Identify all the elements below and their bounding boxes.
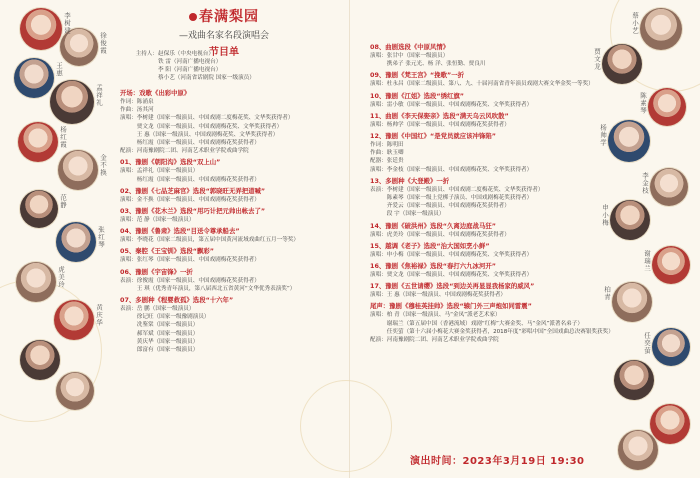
program-item-title: 01、豫剧《朝阳沟》选段“双上山”: [120, 158, 221, 167]
program-item-credit: 杨红霞（国家一级演员、中国戏剧梅花奖获得者）: [120, 176, 260, 183]
program-item-title: 03、豫剧《花木兰》选段“用巧计把元帅出帐去了”: [120, 207, 266, 216]
performer-portrait: [56, 372, 94, 410]
program-item-title: 06、豫剧《宇宙锋》一折: [120, 267, 193, 276]
program-item-credit: 陈素琴（国家一级上党梆子演员、中国戏剧梅花奖获得者）: [370, 195, 533, 202]
program-item-credit: 演唱：申小梅（国家一级演员、中国戏剧梅花奖、文华奖获得者）: [370, 251, 533, 258]
performer-portrait: [608, 120, 650, 162]
performer-name-label: 杨红霞: [59, 126, 67, 149]
program-item-credit: 演唱：范 静（国家一级演员）: [120, 217, 195, 224]
program-item-credit: 演唱：杜永昌（国家二级演员、第八、九、十届河南省青年演员戏剧大赛文华金奖一等奖）: [370, 81, 594, 88]
program-item-credit: 作词：陈明田: [370, 142, 404, 149]
program-item-credit: 齐爱云（国家一级演员、中国戏剧梅花奖获得者）: [370, 203, 510, 210]
program-item-title: 12、豫剧《中国红》“是党员就应该冲锋陷”: [370, 132, 496, 141]
performer-name-label: 陈素琴: [639, 92, 647, 115]
program-list-right: [370, 40, 622, 344]
performer-name-label: 张红琴: [97, 226, 105, 249]
performer-portrait: [610, 200, 650, 240]
program-item-credit: 表演：岳 鹏（国家一级演员）: [120, 306, 195, 313]
program-item-credit: 携弟子 张元光、杨 洋、张恒勤、贾良川: [370, 61, 486, 68]
performer-name-label: 李树建: [63, 12, 71, 35]
program-item-title: 15、越调《老子》选段“治大国如烹小鲜”: [370, 241, 490, 250]
program-item-credit: 贾文龙（国家一级演员、中国戏剧梅花奖、文华奖获得者）: [120, 123, 283, 130]
program-item-credit: 杨红霞（国家一级演员、中国戏剧梅花奖获得者）: [120, 140, 260, 147]
performer-portrait: [16, 262, 56, 302]
performer-name-label: 蔡小艺: [631, 12, 639, 35]
program-item-credit: 表演：李树建（国家一级演员、中国戏剧二度梅花奖、文华奖获得者）: [370, 186, 544, 193]
program-item-credit: 配器：张廷贵: [370, 158, 404, 165]
host-name: 李 阳（河南广播电视台）: [158, 67, 222, 73]
program-item-title: 10、豫剧《江姐》选段“绣红旗”: [370, 91, 464, 100]
performer-name-label: 杨帅学: [599, 124, 607, 147]
decorative-flourish: [300, 380, 392, 472]
program-item-credit: 演唱：柏 青（国家一级演员、马“金凤”派老艺术家）: [370, 312, 501, 319]
program-list-left: [120, 86, 345, 354]
performer-portrait: [652, 246, 690, 284]
event-subtitle: —戏曲名家名段演唱会: [178, 31, 269, 41]
performer-portrait: [650, 168, 688, 206]
performer-name-label: 黄庆华: [95, 304, 103, 327]
performer-portrait: [20, 340, 60, 380]
program-item-credit: 演唱：孟祥礼（国家一级演员）: [120, 168, 199, 175]
performer-name-label: 柏青: [603, 286, 611, 301]
program-item-credit: 演唱：张红琴（国家一级演员、中国戏剧梅花奖获得者）: [120, 257, 260, 264]
performer-portrait: [648, 88, 686, 126]
program-item-credit: 演唱：虎美玲（国家一级演员、中国戏剧梅花奖获得者）: [370, 231, 510, 238]
performer-name-label: 金不换: [99, 154, 107, 177]
host-name: 铁 雷（河南广播电视台）: [158, 59, 222, 65]
performer-portrait: [14, 58, 54, 98]
host-name: 蔡小艺（河南省话剧院 国家一级演员）: [158, 75, 255, 81]
program-item-credit: 郎富有（国家一级演员）: [120, 347, 199, 354]
program-item-title: 11、曲剧《李天保娶亲》选段“满天乌云风吹散”: [370, 111, 509, 120]
plum-blossom-icon: [189, 13, 197, 21]
performer-portrait: [20, 190, 58, 228]
performer-portrait: [602, 44, 642, 84]
performer-portrait: [56, 222, 96, 262]
program-item-credit: 配演：河南豫剧院二团、河南艺术职业学院戏曲学院: [370, 337, 499, 344]
program-item-credit: 郝军斌（国家一级演员）: [120, 330, 199, 337]
performer-portrait: [614, 360, 654, 400]
program-item-credit: 演唱：金不换（国家一级演员、中国戏剧梅花奖获得者）: [120, 196, 260, 203]
program-item-title: 14、豫剧《破洪州》选段“久离边庭战马狂”: [370, 221, 496, 230]
program-item-title: 13、多剧种《大登殿》一折: [370, 176, 450, 185]
program-item-credit: 演唱：李晓花（国家二级演员，第五届中国黄河流域戏曲红五月一等奖）: [120, 237, 300, 244]
program-item-credit: 配演：河南豫剧院二团、河南艺术职业学院戏曲学院: [120, 148, 249, 155]
hosts-label: 主持人：: [135, 51, 158, 57]
host-name: 赵保乐（中央电视台）: [158, 51, 214, 57]
program-item-credit: 演唱：杨帅学（国家一级演员、中国戏剧梅花奖获得者）: [370, 121, 510, 128]
performer-name-label: 徐俊霞: [99, 32, 107, 55]
program-item-credit: 演唱：李树建（国家一级演员、中国戏剧二度梅花奖、文华奖获得者）: [120, 115, 294, 122]
program-item-credit: 王 惠（国家一级演员、中国戏剧梅花奖、文华奖获得者）: [120, 131, 279, 138]
performer-name-label: 李金枝: [641, 172, 649, 195]
program-item-title: 05、秦腔《王宝钏》选段“飘彩”: [120, 247, 214, 256]
program-item-title: 02、豫剧《七品芝麻官》选段“郭晓旺无弄把道喊”: [120, 186, 266, 195]
program-item-credit: 谢瑞兰（第五届中国（香港流域）戏剧“红梅”大赛金奖、马“金风”派著名弟子）: [370, 320, 583, 327]
performer-name-label: 虎美玲: [57, 266, 65, 289]
performer-name-label: 谢瑞兰: [643, 250, 651, 273]
program-item-title: 开场：戏歌《出彩中原》: [120, 89, 191, 97]
program-item-credit: 演唱：李金枝（国家一级演员、中国戏剧梅花奖、文华奖获得者）: [370, 166, 533, 173]
program-item-title: 17、豫剧《五世请缨》选段“到边关再显显我杨家的威风”: [370, 282, 535, 291]
performer-portrait: [58, 150, 98, 190]
performer-portrait: [50, 80, 94, 124]
program-item-credit: 冼鉴棠（国家一级演员）: [120, 322, 199, 329]
program-item-title: 04、豫剧《鲁肃》选段“目送令尊承船去”: [120, 227, 240, 236]
showtime: 演出时间：2023年3月19日 19:30: [410, 456, 585, 467]
program-item-credit: 王 琪（优秀青年演员，第八届西北五省黄河“文华优秀表演奖”）: [120, 285, 296, 292]
performer-name-label: 申小梅: [601, 204, 609, 227]
performer-name-label: 范静: [59, 194, 67, 209]
program-item-credit: 作曲：耿玉卿: [370, 150, 404, 157]
program-item-credit: 徐记旺（国家一级豫剧演员）: [120, 314, 210, 321]
program-item-credit: 演唱：王 惠（国家一级演员、中国戏剧梅花奖获得者）: [370, 292, 507, 299]
program-item-credit: 段 宇（国家一级演员）: [370, 211, 445, 218]
program-item-title: 08、曲剧选段《中原风情》: [370, 43, 450, 51]
program-item-credit: 作曲：汤其河: [120, 107, 154, 114]
program-item-title: 07、多剧种《程婴救孤》选段“十六年”: [120, 296, 234, 305]
performer-portrait: [640, 8, 682, 50]
performer-portrait: [650, 404, 690, 444]
program-item-title: 09、豫剧《梵王宫》“挽歌”一折: [370, 71, 464, 80]
performer-portrait: [652, 328, 690, 366]
performer-name-label: 贾文龙: [593, 48, 601, 71]
program-item-title: 尾声：豫剧《穆桂英挂帅》选段“辕门外三声炮如同雷震”: [370, 302, 532, 311]
program-item-credit: 演唱：张甘中（国家一级演员）: [370, 53, 449, 59]
performer-portrait: [618, 430, 658, 470]
program-item-credit: 演唱：雷小敏（国家一级演员、中国戏剧梅花奖、文华奖获得者）: [370, 101, 533, 108]
performer-name-label: 任奕萤: [643, 332, 651, 355]
program-item-credit: 表演：徐俊霞（国家一级演员、中国戏剧梅花奖获得者）: [120, 277, 260, 284]
performer-portrait: [18, 122, 58, 162]
program-item-credit: 任奕萤（第十六届小梅花大赛金奖获得者，2018年度“彩唱中国”全国戏曲总决赛银奖获奖）: [370, 328, 614, 335]
program-item-credit: 演唱：贾文龙（国家一级演员、中国戏剧梅花奖、文华奖获得者）: [370, 272, 533, 279]
program-item-title: 16、豫剧《焦裕禄》选段“春打六九冰河开”: [370, 262, 496, 271]
performer-portrait: [612, 282, 652, 322]
program-item-credit: 作词：陈涌泉: [120, 99, 154, 105]
performer-name-label: 王惠: [55, 62, 63, 77]
performer-portrait: [20, 8, 62, 50]
performer-portrait: [54, 300, 94, 340]
performer-name-label: 孟祥礼: [95, 84, 103, 107]
event-title: 春满梨园: [164, 6, 284, 26]
program-item-credit: 黄庆华（国家一级演员）: [120, 338, 199, 345]
program-label: 节目单: [209, 47, 239, 58]
hosts-block: [132, 50, 255, 82]
